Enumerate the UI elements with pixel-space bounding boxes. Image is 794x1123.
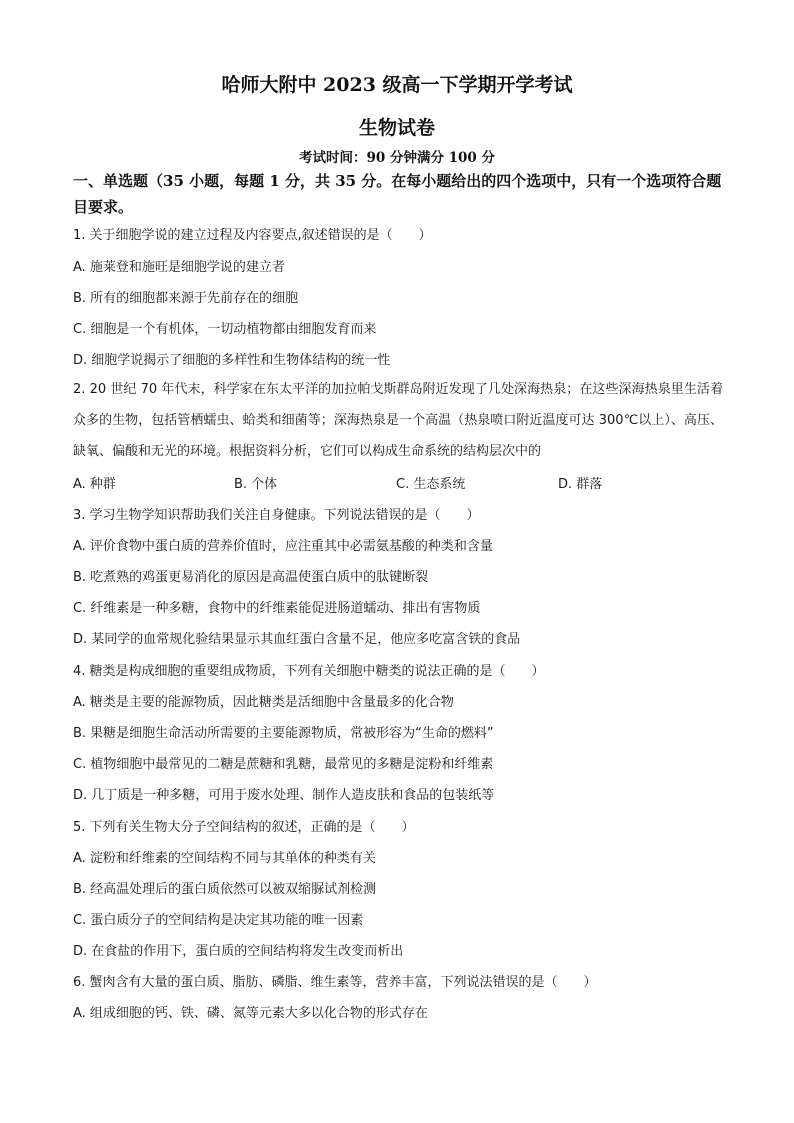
q2-option-b: B. 个体 xyxy=(234,477,278,492)
q2-options xyxy=(73,475,733,495)
exam-subject: 生物试卷 xyxy=(358,117,435,139)
q1-option-c: C. 细胞是一个有机体，一切动植物都由细胞发育而来 xyxy=(73,322,377,337)
q1-stem: 1. 关于细胞学说的建立过程及内容要点,叙述错误的是（ ） xyxy=(73,228,432,243)
q2-stem: 2. 20 世纪 70 年代末，科学家在东太平洋的加拉帕戈斯群岛附近发现了几处深海热泉；在这些深海热泉里生活着众多的生物，包括管栖蠕虫、蛤类和细菌等；深海热泉是一个高温（热泉喷口附近温度可达 300℃以上）、高压、缺氧、偏酸和无光的环境。根据资料分析，它们可以构成生命系统的结构层次中的 xyxy=(73,382,723,459)
q3-option-d: D. 某同学的血常规化验结果显示其血红蛋白含量不足，他应多吃富含铁的食品 xyxy=(73,632,521,647)
q3-stem: 3. 学习生物学知识帮助我们关注自身健康。下列说法错误的是（ ） xyxy=(73,508,480,523)
q3-option-c: C. 纤维素是一种多糖，食物中的纤维素能促进肠道蠕动、排出有害物质 xyxy=(73,601,481,616)
q4-option-a: A. 糖类是主要的能源物质，因此糖类是活细胞中含量最多的化合物 xyxy=(73,695,454,710)
q4-option-c: C. 植物细胞中最常见的二糖是蔗糖和乳糖，最常见的多糖是淀粉和纤维素 xyxy=(73,757,494,772)
q3-option-a: A. 评价食物中蛋白质的营养价值时，应注重其中必需氨基酸的种类和含量 xyxy=(73,539,493,554)
q4-option-d: D. 几丁质是一种多糖，可用于废水处理、制作人造皮肤和食品的包装纸等 xyxy=(73,788,495,803)
q1-option-d: D. 细胞学说揭示了细胞的多样性和生物体结构的统一性 xyxy=(73,353,391,368)
q2-option-c: C. 生态系统 xyxy=(396,477,466,492)
q5-option-d: D. 在食盐的作用下，蛋白质的空间结构将发生改变而析出 xyxy=(73,944,404,959)
exam-title: 哈师大附中 2023 级高一下学期开学考试 xyxy=(221,74,573,96)
q5-option-c: C. 蛋白质分子的空间结构是决定其功能的唯一因素 xyxy=(73,913,364,928)
q2-option-d: D. 群落 xyxy=(558,477,603,492)
q2-option-a: A. 种群 xyxy=(73,477,116,492)
q1-option-a: A. 施莱登和施旺是细胞学说的建立者 xyxy=(73,260,285,275)
q5-stem: 5. 下列有关生物大分子空间结构的叙述，正确的是（ ） xyxy=(73,820,415,835)
q6-option-a: A. 组成细胞的钙、铁、磷、氮等元素大多以化合物的形式存在 xyxy=(73,1006,428,1021)
section-heading-single-choice: 一、单选题（35 小题，每题 1 分，共 35 分。在每小题给出的四个选项中，只有一个选项符合题目要求。 xyxy=(73,172,722,216)
q4-option-b: B. 果糖是细胞生命活动所需要的主要能源物质，常被形容为“生命的燃料” xyxy=(73,726,494,741)
exam-time-info: 考试时间：90 分钟满分 100 分 xyxy=(298,150,496,166)
q5-option-a: A. 淀粉和纤维素的空间结构不同与其单体的种类有关 xyxy=(73,851,376,866)
q1-option-b: B. 所有的细胞都来源于先前存在的细胞 xyxy=(73,291,299,306)
q4-stem: 4. 糖类是构成细胞的重要组成物质，下列有关细胞中糖类的说法正确的是（ ） xyxy=(73,664,545,679)
q3-option-b: B. 吃煮熟的鸡蛋更易消化的原因是高温使蛋白质中的肽键断裂 xyxy=(73,570,429,585)
q6-stem: 6. 蟹肉含有大量的蛋白质、脂肪、磷脂、维生素等，营养丰富，下列说法错误的是（ ） xyxy=(73,975,597,990)
q5-option-b: B. 经高温处理后的蛋白质依然可以被双缩脲试剂检测 xyxy=(73,882,377,897)
